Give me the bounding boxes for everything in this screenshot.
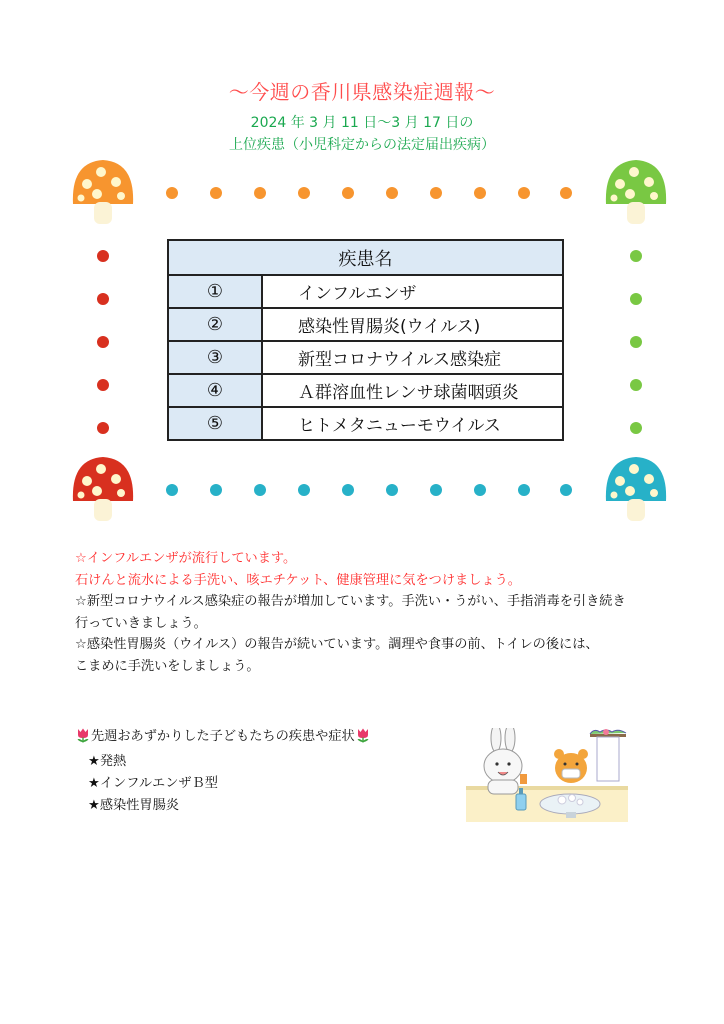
handwashing-illustration bbox=[466, 728, 628, 822]
table-header: 疾患名 bbox=[168, 240, 563, 275]
page-subtitle: 上位疾患（小児科定からの法定届出疾病） bbox=[229, 137, 495, 153]
date-range: 2024 年 3 月 11 日〜3 月 17 日の bbox=[250, 115, 474, 131]
list-item: ★インフルエンザＢ型 bbox=[88, 776, 218, 791]
covid-notice: ☆新型コロナウイルス感染症の報告が増加しています。手洗い・うがい、手指消毒を引き続き bbox=[75, 594, 626, 609]
rank-cell: ① bbox=[168, 275, 262, 308]
table-row bbox=[168, 308, 563, 341]
bottom-dots bbox=[166, 484, 572, 496]
table-row bbox=[168, 407, 563, 440]
rank-cell: ④ bbox=[168, 374, 262, 407]
bear-icon bbox=[554, 749, 588, 783]
rank-cell: ③ bbox=[168, 341, 262, 374]
rabbit-icon bbox=[484, 728, 527, 794]
influenza-notice: ☆インフルエンザが流行しています。 bbox=[75, 551, 297, 566]
table-row bbox=[168, 275, 563, 308]
disease-name-cell: インフルエンザ bbox=[262, 275, 563, 308]
top-dots bbox=[166, 187, 572, 199]
previous-week-section bbox=[75, 726, 371, 817]
previous-week-heading-row bbox=[75, 726, 371, 751]
health-notes bbox=[75, 548, 715, 677]
list-item: ★発熱 bbox=[88, 754, 127, 769]
mushroom-bottom-right-icon bbox=[606, 457, 666, 521]
right-dots bbox=[630, 250, 642, 434]
table-row bbox=[168, 374, 563, 407]
disease-ranking-table bbox=[167, 239, 564, 441]
mushroom-top-left-icon bbox=[73, 160, 133, 224]
tulip-icon bbox=[75, 727, 91, 751]
disease-name-cell: 新型コロナウイルス感染症 bbox=[262, 341, 563, 374]
towel-icon bbox=[590, 729, 626, 781]
gastro-notice: ☆感染性胃腸炎（ウイルス）の報告が続いています。調理や食事の前、トイレの後には、 bbox=[75, 637, 599, 652]
hygiene-advice: 石けんと流水による手洗い、咳エチケット、健康管理に気をつけましょう。 bbox=[75, 572, 521, 588]
tulip-icon bbox=[355, 727, 371, 751]
rank-cell: ② bbox=[168, 308, 262, 341]
table-row bbox=[168, 341, 563, 374]
gastro-notice-cont: こまめに手洗いをしましょう。 bbox=[75, 658, 260, 674]
covid-notice-cont: 行っていきましょう。 bbox=[75, 615, 207, 631]
left-dots bbox=[97, 250, 109, 434]
disease-name-cell: ヒトメタニューモウイルス bbox=[262, 407, 563, 440]
previous-week-heading: 先週おあずかりした子どもたちの疾患や症状 bbox=[91, 729, 355, 744]
list-item: ★感染性胃腸炎 bbox=[88, 798, 179, 813]
disease-name-cell: 感染性胃腸炎(ウイルス) bbox=[262, 308, 563, 341]
disease-name-cell: Ａ群溶血性レンサ球菌咽頭炎 bbox=[262, 374, 563, 407]
rank-cell: ⑤ bbox=[168, 407, 262, 440]
page-title: 〜今週の香川県感染症週報〜 bbox=[228, 80, 496, 104]
table-header-row bbox=[168, 240, 563, 275]
mushroom-bottom-left-icon bbox=[73, 457, 133, 521]
mushroom-top-right-icon bbox=[606, 160, 666, 224]
